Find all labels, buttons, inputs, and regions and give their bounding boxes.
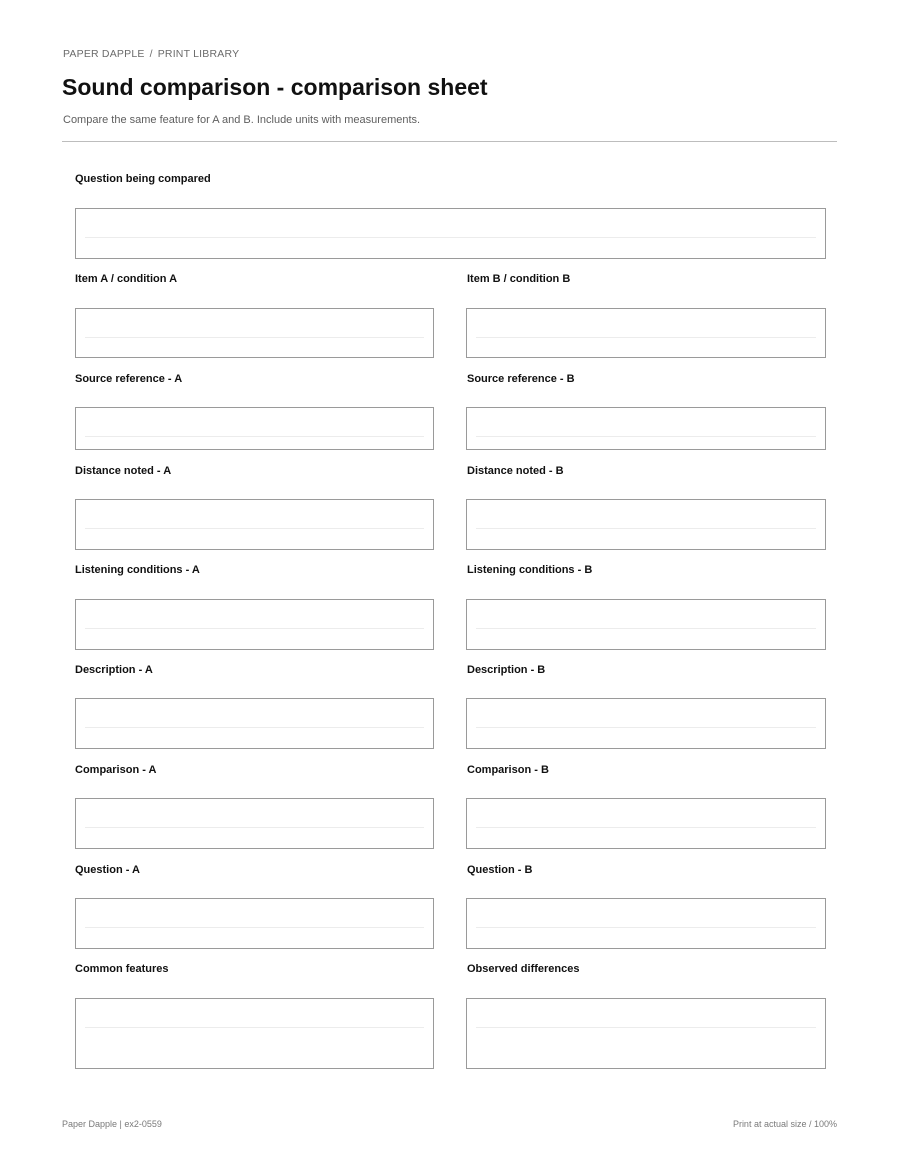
question-a-field[interactable] (75, 898, 434, 949)
item-b-field[interactable] (466, 308, 826, 358)
breadcrumb (63, 48, 239, 60)
question-field[interactable] (75, 208, 826, 259)
distance-b-field[interactable] (466, 499, 826, 550)
writing-guide-line (85, 436, 424, 437)
source-b-label: Source reference - B (467, 373, 575, 385)
writing-guide-line (85, 1027, 424, 1028)
distance-a-field[interactable] (75, 499, 434, 550)
description-b-field[interactable] (466, 698, 826, 749)
common-features-label: Common features (75, 963, 169, 975)
question-label: Question being compared (75, 173, 211, 185)
writing-guide-line (85, 827, 424, 828)
item-a-field[interactable] (75, 308, 434, 358)
writing-guide-line (476, 528, 816, 529)
observed-differences-label: Observed differences (467, 963, 580, 975)
breadcrumb-separator: / (149, 48, 153, 60)
listening-a-field[interactable] (75, 599, 434, 650)
writing-guide-line (85, 337, 424, 338)
writing-guide-line (85, 927, 424, 928)
page-subtitle: Compare the same feature for A and B. Include units with measurements. (63, 114, 421, 126)
description-b-label: Description - B (467, 664, 546, 676)
item-b-label: Item B / condition B (467, 273, 571, 285)
writing-guide-line (476, 436, 816, 437)
writing-guide-line (85, 628, 424, 629)
comparison-a-field[interactable] (75, 798, 434, 849)
writing-guide-line (85, 727, 424, 728)
common-features-field[interactable] (75, 998, 434, 1069)
description-a-label: Description - A (75, 664, 153, 676)
question-a-label: Question - A (75, 864, 140, 876)
breadcrumb-root[interactable]: PAPER DAPPLE (63, 48, 145, 60)
distance-b-label: Distance noted - B (467, 465, 564, 477)
writing-guide-line (476, 628, 816, 629)
writing-guide-line (476, 727, 816, 728)
question-b-field[interactable] (466, 898, 826, 949)
breadcrumb-section[interactable]: PRINT LIBRARY (157, 48, 240, 60)
comparison-b-field[interactable] (466, 798, 826, 849)
writing-guide-line (85, 237, 816, 238)
distance-a-label: Distance noted - A (75, 465, 172, 477)
comparison-a-label: Comparison - A (75, 764, 157, 776)
source-a-field[interactable] (75, 407, 434, 450)
question-b-label: Question - B (467, 864, 533, 876)
writing-guide-line (85, 528, 424, 529)
writing-guide-line (476, 337, 816, 338)
description-a-field[interactable] (75, 698, 434, 749)
listening-a-label: Listening conditions - A (75, 564, 200, 576)
page-title: Sound comparison - comparison sheet (62, 74, 488, 100)
source-a-label: Source reference - A (75, 373, 183, 385)
source-b-field[interactable] (466, 407, 826, 450)
footer-print-note: Print at actual size / 100% (732, 1119, 837, 1129)
writing-guide-line (476, 1027, 816, 1028)
header-divider (62, 141, 837, 142)
listening-b-label: Listening conditions - B (467, 564, 593, 576)
writing-guide-line (476, 827, 816, 828)
listening-b-field[interactable] (466, 599, 826, 650)
writing-guide-line (476, 927, 816, 928)
comparison-b-label: Comparison - B (467, 764, 549, 776)
footer-id: Paper Dapple | ex2-0559 (62, 1119, 162, 1129)
observed-differences-field[interactable] (466, 998, 826, 1069)
item-a-label: Item A / condition A (75, 273, 178, 285)
